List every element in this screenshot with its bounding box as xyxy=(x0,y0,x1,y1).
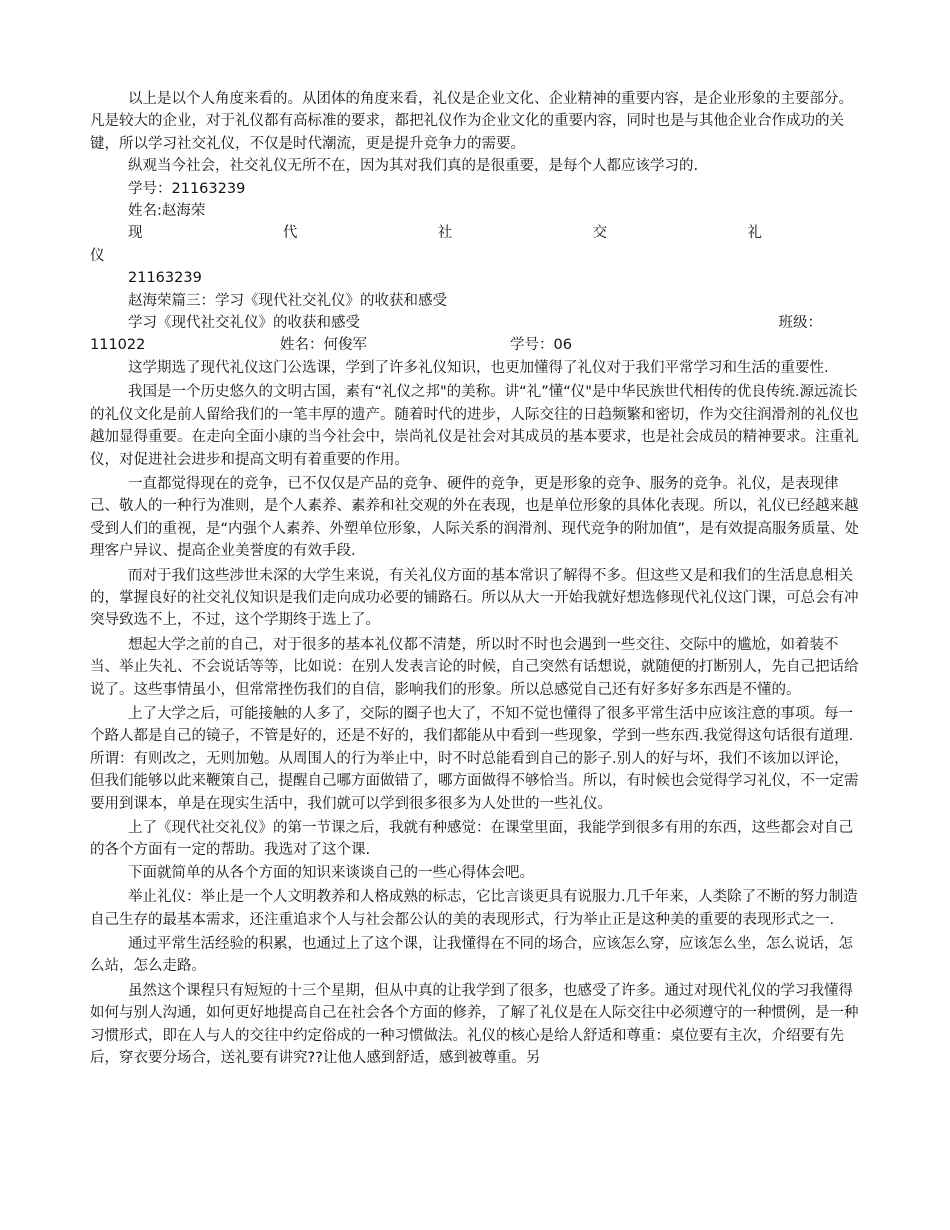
spaced-title xyxy=(90,222,862,244)
article-title: 学习《现代社交礼仪》的收获和感受 xyxy=(128,315,360,332)
class-number: 111022 xyxy=(90,337,146,354)
paragraph-intro: 这学期选了现代礼仪这门公选课，学到了许多礼仪知识，也更加懂得了礼仪对于我们平常学习和生活的重要性. xyxy=(128,359,829,376)
paragraph-behavior: 举止礼仪：举止是一个人文明教养和人格成熟的标志，它比言谈更具有说服力.几千年来，人类除了不断的努力制造自己生存的最基本需求，还注重追求个人与社会都公认的美的表现形式，行为举止正是这种美的重要的表现形式之一. xyxy=(90,889,858,928)
paragraph-group-etiquette: 以上是以个人角度来看的。从团体的角度来看，礼仪是企业文化、企业精神的重要内容，是企业形象的主要部分。凡是较大的企业，对于礼仪都有高标准的要求，都把礼仪作为企业文化的重要内容，同时也是与其他企业合作成功的关键，所以学习社交礼仪，不仅是时代潮流，更是提升竞争力的需要。 xyxy=(90,91,853,152)
title-char: 代 xyxy=(282,225,298,242)
paragraph-history: 我国是一个历史悠久的文明古国，素有“礼仪之邦"的美称。讲“礼”懂“仪"是中华民族世代相传的优良传统.源远流长的礼仪文化是前人留给我们的一笔丰厚的遗产。随着时代的进步，人际交往的日趋频繁和密切，作为交往润滑剂的礼仪也越加显得重要。在走向全面小康的当今社会中，崇尚礼仪是社会对其成员的基本要求，也是社会成员的精神要求。注重礼仪，对促进社会进步和提高文明有着重要的作用。 xyxy=(90,384,859,468)
paragraph-course-reflection: 虽然这个课程只有短短的十三个星期，但从中真的让我学到了很多，也感受了许多。通过对现代礼仪的学习我懂得如何与别人沟通，如何更好地提高自己在社会各个方面的修养，了解了礼仪是在人际交往中必须遵守的一种惯例，是一种习惯形式，即在人与人的交往中约定俗成的一种习惯做法。礼仪的核心是给人舒适和尊重：桌位要有主次，介绍要有先后，穿衣要分场合，送礼要有讲究??让他人感到舒适，感到被尊重。另 xyxy=(90,982,859,1067)
title-char: 现 xyxy=(128,225,143,242)
paragraph-experience: 通过平常生活经验的积累，也通过上了这个课，让我懂得在不同的场合，应该怎么穿，应该怎么坐，怎么说话，怎么站，怎么走路。 xyxy=(90,936,853,975)
article-heading: 赵海荣篇三：学习《现代社交礼仪》的收获和感受 xyxy=(128,292,447,309)
author-name: 姓名：何俊军 xyxy=(280,337,367,354)
paragraph-competition: 一直都觉得现在的竞争，已不仅仅是产品的竞争、硬件的竞争，更是形象的竞争、服务的竞争。礼仪，是表现律己、敬人的一种行为准则，是个人素养、素养和社交观的外在表现，也是单位形象的具体化表现。所以，礼仪已经越来越受到人们的重视，是“内强个人素养、外塑单位形象，人际关系的润滑剂、现代竞争的附加值”，是有效提高服务质量、处理客户异议、提高企业美誉度的有效手段. xyxy=(90,475,860,560)
title-char: 礼 xyxy=(747,225,762,242)
title-char: 社 xyxy=(437,225,453,242)
student-id-line: 学号：21163239 xyxy=(128,180,246,197)
author-id: 学号：06 xyxy=(510,337,572,354)
paragraph-social-etiquette: 纵观当今社会，社交礼仪无所不在，因为其对我们真的是很重要，是每个人都应该学习的. xyxy=(128,158,699,175)
paragraph-after-college: 上了大学之后，可能接触的人多了，交际的圈子也大了，不知不觉也懂得了很多平常生活中应该注意的事项。每一个路人都是自己的镜子，不管是好的，还是不好的，我们都能从中看到一些现象，学到一些东西.我觉得这句话很有道理.所谓：有则改之，无则加勉。从周围人的行为举止中，时不时总能看到自己的影子.别人的好与坏，我们不该加以评论，但我们能够以此来鞭策自己，提醒自己哪方面做错了，哪方面做得不够恰当。所以，有时候也会觉得学习礼仪，不一定需要用到课本，单是在现实生活中，我们就可以学到很多很多为人处世的一些礼仪。 xyxy=(90,705,859,812)
paragraph-first-class: 上了《现代社交礼仪》的第一节课之后，我就有种感觉：在课堂里面，我能学到很多有用的东西，这些都会对自己的各个方面有一定的帮助。我选对了这个课. xyxy=(90,820,853,859)
paragraph-before-college: 想起大学之前的自己，对于很多的基本礼仪都不清楚，所以时不时也会遇到一些交往、交际中的尴尬，如着装不当、举止失礼、不会说话等等，比如说：在别人发表言论的时候，自己突然有话想说，就随便的打断别人，先自己把话给说了。这些事情虽小，但常常挫伤我们的自信，影响我们的形象。所以总感觉自己还有好多好多东西是不懂的。 xyxy=(90,636,859,698)
title-last-char: 仪 xyxy=(90,247,105,264)
title-char: 交 xyxy=(592,225,608,242)
article-title-row xyxy=(90,312,862,334)
class-label: 班级： xyxy=(778,315,822,332)
document-body xyxy=(90,88,862,1069)
author-info-row xyxy=(90,334,862,356)
paragraph-students: 而对于我们这些涉世未深的大学生来说，有关礼仪方面的基本常识了解得不多。但这些又是和我们的生活息息相关的，掌握良好的社交礼仪知识是我们走向成功必要的铺路石。所以从大一开始我就好想选修现代礼仪这门课，可总会有冲突导致选不上，不过，这个学期终于选上了。 xyxy=(90,567,859,629)
id-number: 21163239 xyxy=(128,270,202,287)
name-line: 姓名:赵海荣 xyxy=(128,203,206,220)
paragraph-summary-intro: 下面就简单的从各个方面的知识来谈谈自己的一些心得体会吧。 xyxy=(128,864,534,881)
